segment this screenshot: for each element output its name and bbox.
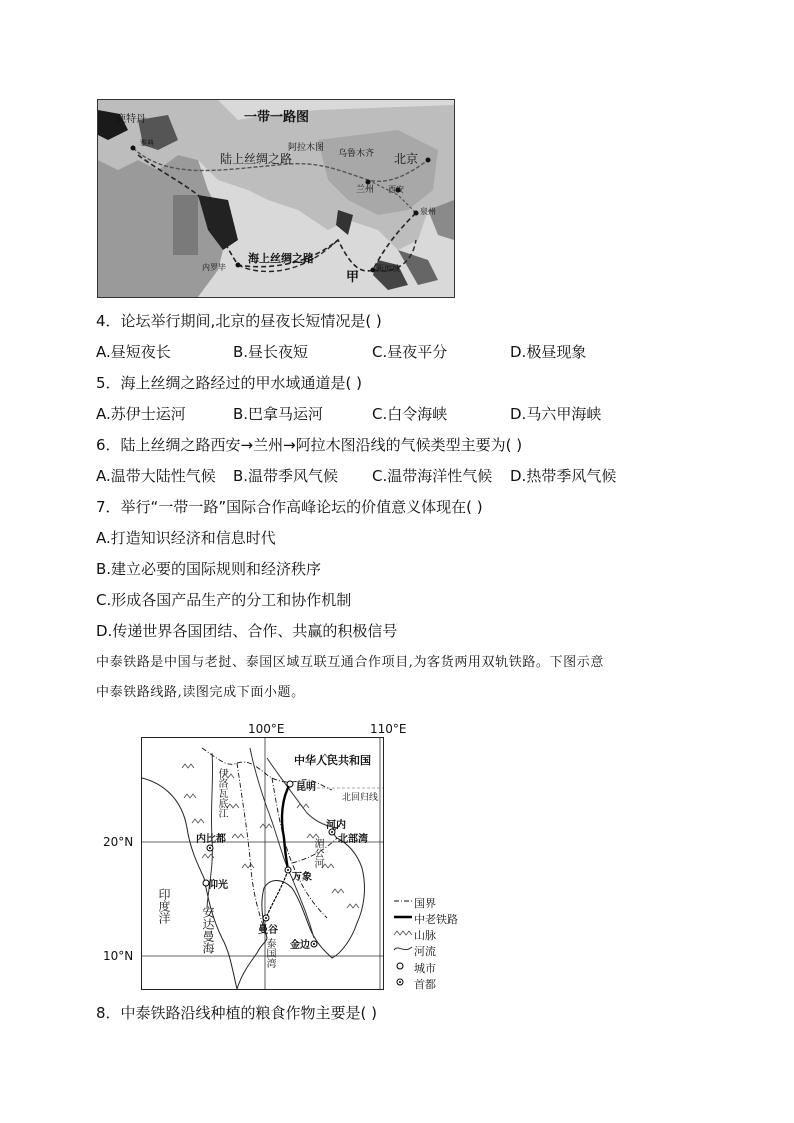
label-xian: 西安 [388,185,404,194]
legend-river: 河流 [414,945,436,958]
q7-option-b[interactable]: B.建立必要的国际规则和经济秩序 [96,560,322,578]
q7-option-c[interactable]: C.形成各国产品生产的分工和协作机制 [96,591,352,609]
question-4-stem: 4．论坛举行期间,北京的昼夜长短情况是( ) [96,312,382,330]
label-lanzhou: 兰州 [356,185,375,195]
legend-capital: 首都 [414,978,436,991]
label-alamutu: 阿拉木图 [288,143,325,153]
belt-and-road-map-graphic [98,100,454,297]
label-nairobi: 内罗毕 [202,263,226,272]
label-tropic: 北回归线 [342,793,379,803]
q7-option-a[interactable]: A.打造知识经济和信息时代 [96,529,276,547]
lon-label-100: 100°E [248,722,285,736]
q6-option-b[interactable]: B.温带季风气候 [233,467,339,485]
label-land-route: 陆上丝绸之路 [220,152,293,166]
question-6-stem: 6．陆上丝绸之路西安→兰州→阿拉木图沿线的气候类型主要为( ) [96,436,523,454]
label-hanoi: 河内 [326,820,346,831]
label-indian-ocean: 印度洋 [157,888,171,924]
label-irrawaddy: 伊洛瓦底江 [216,768,227,818]
legend-symbols [392,894,414,990]
label-sea-route: 海上丝绸之路 [248,252,314,265]
q5-option-c[interactable]: C.白令海峡 [372,405,448,423]
intro-line-2: 中泰铁路线路,读图完成下面小题。 [96,685,305,700]
china-thailand-railway-map [141,737,384,990]
label-naypyidaw: 内比都 [196,834,226,845]
q5-option-d[interactable]: D.马六甲海峡 [510,405,602,423]
q4-option-b[interactable]: B.昼长夜短 [233,343,309,361]
q4-option-c[interactable]: C.昼夜平分 [372,343,448,361]
legend-mountain: 山脉 [414,929,436,942]
label-phnompenh: 金边 [290,940,310,951]
label-beibu: 北部湾 [338,834,368,845]
label-athens: 雅典 [140,139,154,147]
q6-option-a[interactable]: A.温带大陆性气候 [96,467,216,485]
lat-label-20: 20°N [103,835,134,849]
q5-option-b[interactable]: B.巴拿马运河 [233,405,324,423]
legend-railway: 中老铁路 [414,913,458,926]
label-mekong: 湄公河 [312,838,323,868]
lat-label-10: 10°N [103,949,134,963]
q5-option-a[interactable]: A.苏伊士运河 [96,405,186,423]
question-5-stem: 5．海上丝绸之路经过的甲水域通道是( ) [96,374,363,392]
q4-option-a[interactable]: A.昼短夜长 [96,343,171,361]
belt-and-road-map [97,99,455,298]
label-andaman: 安达曼海 [201,906,215,954]
q6-option-c[interactable]: C.温带海洋性气候 [372,467,493,485]
label-vientiane: 万象 [292,872,312,883]
label-rotterdam: 鹿特丹 [116,114,146,125]
label-quanzhou: 泉州 [420,207,436,216]
label-china: 中华人民共和国 [294,754,371,767]
q6-option-d[interactable]: D.热带季风气候 [510,467,617,485]
label-jia: 甲 [346,270,360,285]
map1-title: 一带一路图 [244,110,310,125]
label-singapore: 新加坡 [376,264,400,273]
label-beijing: 北京 [394,152,419,166]
question-8-stem: 8．中泰铁路沿线种植的粮食作物主要是( ) [96,1004,378,1022]
legend-city: 城市 [414,962,436,975]
q4-option-d[interactable]: D.极昼现象 [510,343,587,361]
legend-border: 国界 [414,897,436,910]
label-gulf-thailand: 泰国湾 [264,938,275,968]
label-yangon: 仰光 [208,880,228,891]
label-bangkok: 曼谷 [258,925,278,936]
q7-option-d[interactable]: D.传递世界各国团结、合作、共赢的积极信号 [96,622,398,640]
question-7-stem: 7．举行“一带一路”国际合作高峰论坛的价值意义体现在( ) [96,498,483,516]
label-urumqi: 乌鲁木齐 [338,149,375,159]
lon-label-110: 110°E [370,722,407,736]
intro-line-1: 中泰铁路是中国与老挝、泰国区域互联互通合作项目,为客货两用双轨铁路。下图示意 [96,655,604,670]
label-kunming: 昆明 [296,782,316,793]
